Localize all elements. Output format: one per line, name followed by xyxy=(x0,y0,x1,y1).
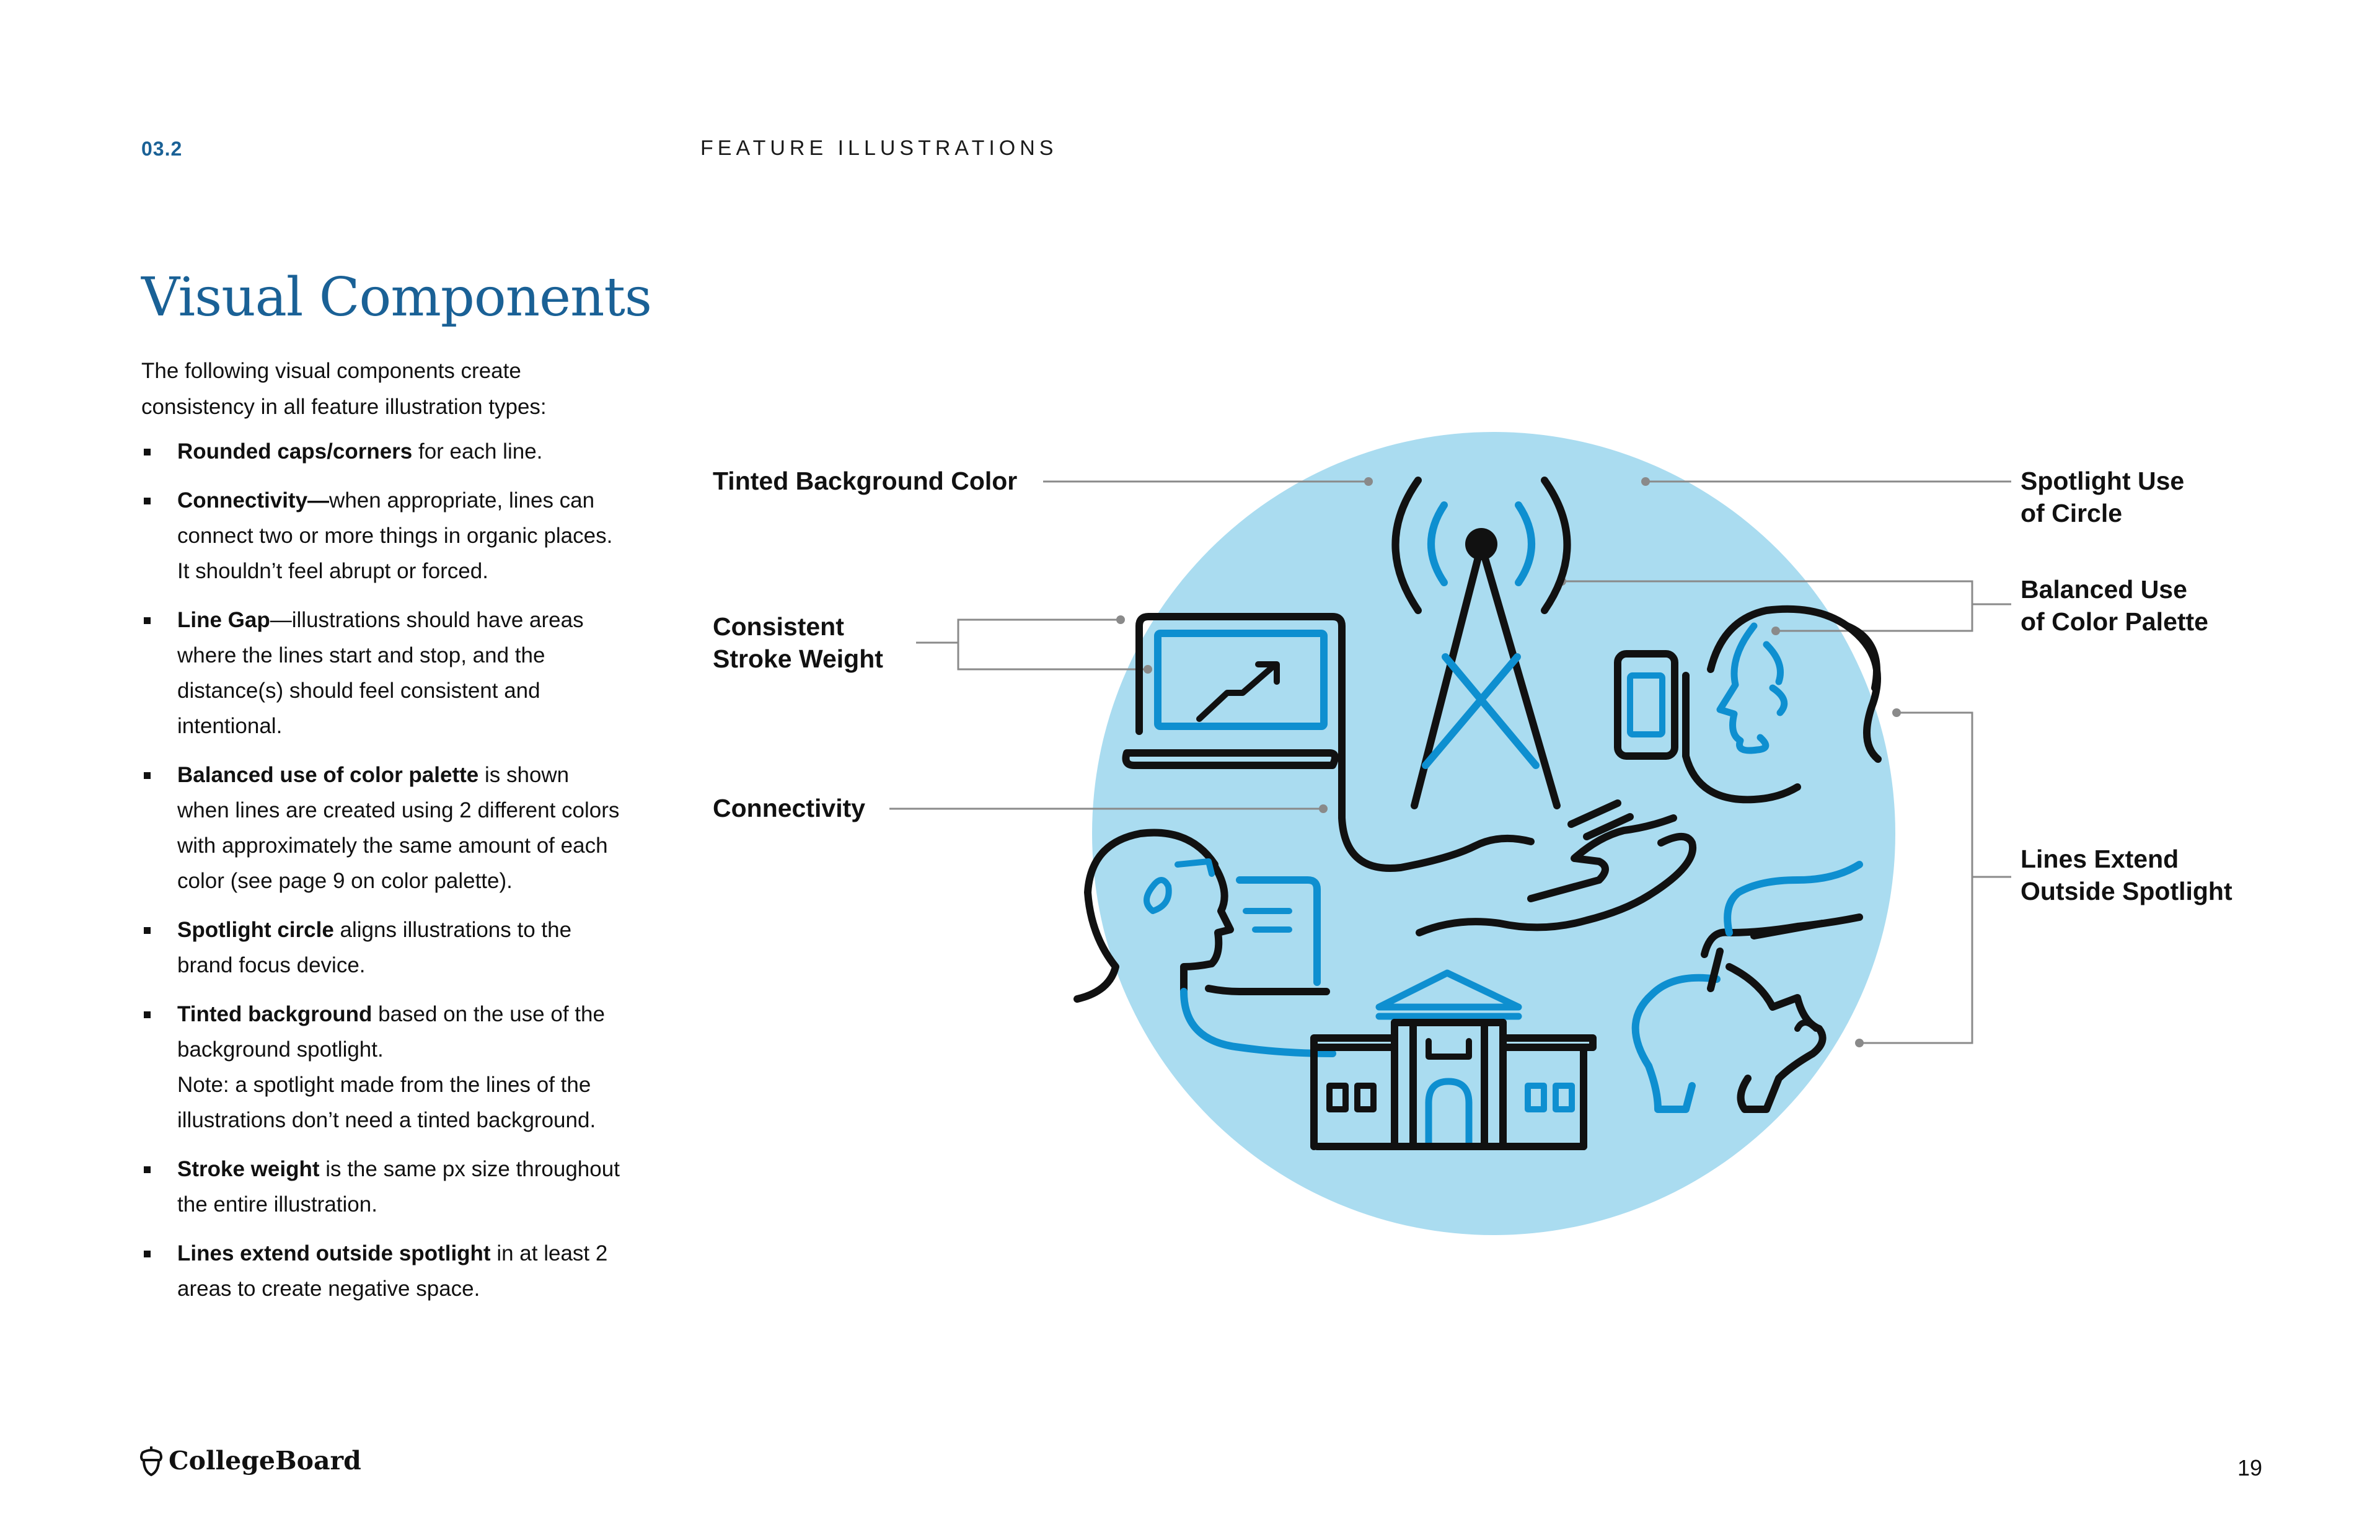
callout-palette-line2: of Color Palette xyxy=(2021,607,2208,636)
list-item-bold: Connectivity— xyxy=(177,488,330,513)
acorn-icon xyxy=(138,1444,165,1477)
list-item-text: is the same px size throughout the entire illustration. xyxy=(177,1157,620,1217)
list-item-bold: Tinted background xyxy=(177,1002,372,1026)
list-item-bold: Balanced use of color palette xyxy=(177,763,479,787)
list-item-text: is shown when lines are created using 2 different colors with approximately the same amount of each color (see page 9 on color palette). xyxy=(177,763,620,893)
list-item-bold: Stroke weight xyxy=(177,1157,320,1181)
callout-stroke-weight-line1: Consistent xyxy=(713,612,844,641)
page-title: Visual Components xyxy=(141,266,652,328)
callout-spotlight-line1: Spotlight Use xyxy=(2021,467,2185,495)
list-item-bold: Spotlight circle xyxy=(177,918,334,942)
list-item-text: in at least 2 areas to create negative space. xyxy=(177,1241,608,1301)
page-number: 19 xyxy=(2237,1455,2263,1481)
callout-lines-extend xyxy=(2021,843,2232,907)
list-item-bold: Rounded caps/corners xyxy=(177,439,413,464)
section-number: 03.2 xyxy=(141,138,183,160)
list-item-text: when appropriate, lines can connect two or more things in organic places. It shouldn’t feel abrupt or forced. xyxy=(177,488,613,583)
callout-spotlight xyxy=(2021,465,2184,529)
callout-spotlight-line2: of Circle xyxy=(2021,499,2123,527)
list-item-bold: Lines extend outside spotlight xyxy=(177,1241,491,1265)
callout-lines-extend-line2: Outside Spotlight xyxy=(2021,877,2232,905)
leader-stroke-weight xyxy=(916,620,1148,669)
list-item-text: based on the use of the background spotlight. xyxy=(177,1002,605,1062)
section-title: FEATURE ILLUSTRATIONS xyxy=(700,136,1058,160)
callout-connectivity: Connectivity xyxy=(713,794,866,822)
callout-lines-extend-line1: Lines Extend xyxy=(2021,845,2179,873)
brand-name: CollegeBoard xyxy=(169,1446,361,1476)
callout-stroke-weight-line2: Stroke Weight xyxy=(713,645,883,673)
list-item-text: for each line. xyxy=(412,439,543,464)
callout-palette-line1: Balanced Use xyxy=(2021,575,2187,604)
callout-stroke-weight xyxy=(713,610,883,675)
intro-paragraph: The following visual components create consistency in all feature illustration types: xyxy=(141,359,547,419)
list-item-text: aligns illustrations to the brand focus device. xyxy=(177,918,572,977)
list-item-note: Note: a spotlight made from the lines of the illustrations don’t need a tinted background. xyxy=(177,1073,596,1132)
brand-logo xyxy=(138,1444,361,1477)
callout-tinted-background: Tinted Background Color xyxy=(713,467,1018,495)
list-item-text: —illustrations should have areas where the lines start and stop, and the distance(s) should feel consistent and intentional. xyxy=(177,608,584,738)
callout-palette xyxy=(2021,573,2208,638)
list-item-bold: Line Gap xyxy=(177,608,270,632)
